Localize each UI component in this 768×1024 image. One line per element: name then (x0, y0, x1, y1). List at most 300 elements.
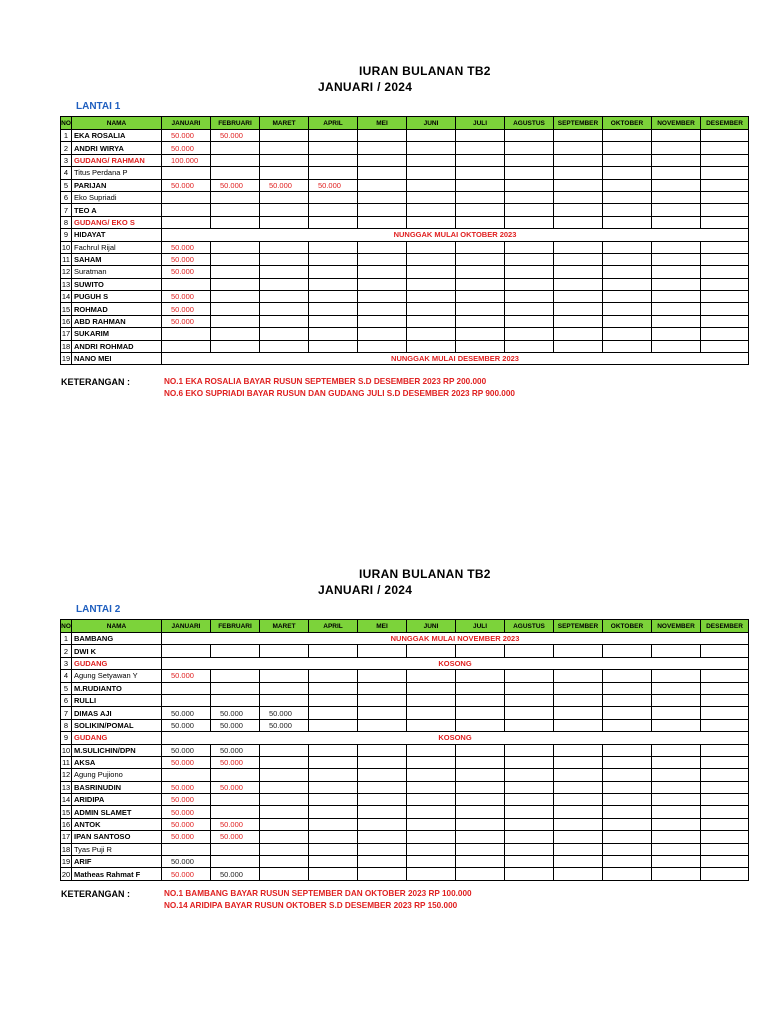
payment-cell (456, 694, 505, 706)
payment-cell (505, 682, 554, 694)
payment-cell (554, 142, 603, 154)
payment-cell (603, 856, 652, 868)
payment-cell (701, 645, 749, 657)
payment-cell (554, 266, 603, 278)
row-number: 15 (61, 304, 71, 314)
column-header: SEPTEMBER (554, 620, 603, 633)
row-number: 13 (61, 782, 71, 792)
payment-cell: 50.000 (162, 794, 211, 806)
payment-cell (554, 278, 603, 290)
payment-cell (407, 843, 456, 855)
payment-cell (211, 291, 260, 303)
payment-cell (505, 781, 554, 793)
resident-name: RULLI (72, 694, 162, 706)
table-row (61, 216, 749, 228)
payment-cell (652, 241, 701, 253)
payment-cell (456, 266, 505, 278)
payment-cell: 50.000 (162, 179, 211, 191)
payment-cell (652, 694, 701, 706)
payment-cell (701, 707, 749, 719)
column-header: AGUSTUS (505, 620, 554, 633)
payment-cell (701, 278, 749, 290)
document-title: IURAN BULANAN TB2 (359, 64, 491, 78)
column-header: JANUARI (162, 117, 211, 130)
payment-cell (554, 204, 603, 216)
payment-cell (456, 818, 505, 830)
payment-cell (603, 278, 652, 290)
payment-cell (603, 130, 652, 142)
table-row (61, 732, 749, 744)
payment-cell (456, 856, 505, 868)
payment-cell (554, 130, 603, 142)
resident-name: GUDANG/ EKO S (72, 216, 162, 228)
payment-cell (260, 843, 309, 855)
row-number: 19 (61, 354, 71, 364)
table-row (61, 191, 749, 203)
payment-cell (162, 682, 211, 694)
payment-cell: 50.000 (162, 253, 211, 265)
payment-cell (358, 856, 407, 868)
document-subtitle: JANUARI / 2024 (318, 80, 413, 94)
payment-cell (505, 241, 554, 253)
payment-cell: 50.000 (162, 266, 211, 278)
row-number: 16 (61, 317, 71, 327)
row-note: NUNGGAK MULAI DESEMBER 2023 (162, 353, 749, 365)
payment-cell (603, 719, 652, 731)
payment-cell (652, 204, 701, 216)
payment-cell (358, 291, 407, 303)
payment-cell (701, 328, 749, 340)
payment-cell (309, 253, 358, 265)
payment-cell (407, 179, 456, 191)
payment-cell (309, 142, 358, 154)
payment-cell (358, 191, 407, 203)
payment-cell (456, 179, 505, 191)
payment-cell (554, 253, 603, 265)
payment-cell (456, 167, 505, 179)
column-header: APRIL (309, 620, 358, 633)
table-row (61, 806, 749, 818)
payment-cell (652, 781, 701, 793)
payment-cell (309, 781, 358, 793)
resident-name: BASRINUDIN (72, 781, 162, 793)
payment-cell (407, 806, 456, 818)
payment-cell (358, 818, 407, 830)
table-row (61, 707, 749, 719)
payment-cell (260, 781, 309, 793)
payment-cell: 50.000 (162, 856, 211, 868)
row-note: NUNGGAK MULAI OKTOBER 2023 (162, 229, 749, 241)
payment-cell: 50.000 (162, 868, 211, 880)
payment-cell (701, 191, 749, 203)
payment-cell (505, 315, 554, 327)
payment-cell (603, 769, 652, 781)
resident-name: ROHMAD (72, 303, 162, 315)
keterangan-line: NO.1 EKA ROSALIA BAYAR RUSUN SEPTEMBER S.D DESEMBER 2023 RP 200.000 (164, 377, 487, 386)
column-header: JUNI (407, 117, 456, 130)
payment-cell (309, 204, 358, 216)
payment-cell (358, 868, 407, 880)
dues-table (60, 116, 749, 365)
resident-name: GUDANG (72, 657, 162, 669)
row-number: 11 (62, 758, 70, 768)
payment-cell (456, 303, 505, 315)
row-note: NUNGGAK MULAI NOVEMBER 2023 (162, 633, 749, 645)
payment-cell (456, 843, 505, 855)
payment-cell (505, 191, 554, 203)
row-number: 14 (61, 292, 71, 302)
payment-cell (652, 806, 701, 818)
resident-name: M.RUDIANTO (72, 682, 162, 694)
payment-cell (358, 154, 407, 166)
payment-cell: 50.000 (211, 130, 260, 142)
payment-cell (554, 167, 603, 179)
payment-cell (652, 769, 701, 781)
payment-cell (358, 794, 407, 806)
payment-cell (260, 744, 309, 756)
table-row (61, 818, 749, 830)
payment-cell (505, 719, 554, 731)
payment-cell (309, 719, 358, 731)
payment-cell (309, 831, 358, 843)
payment-cell (358, 707, 407, 719)
floor-label: LANTAI 2 (76, 604, 121, 615)
payment-cell (407, 266, 456, 278)
payment-cell: 50.000 (211, 818, 260, 830)
payment-cell (554, 818, 603, 830)
payment-cell (260, 694, 309, 706)
column-header: SEPTEMBER (554, 117, 603, 130)
payment-cell (358, 216, 407, 228)
payment-cell: 50.000 (162, 818, 211, 830)
payment-cell (505, 670, 554, 682)
row-number: 4 (61, 670, 72, 682)
payment-cell: 50.000 (162, 315, 211, 327)
payment-cell (309, 744, 358, 756)
resident-name: NANO MEI (72, 353, 162, 365)
payment-cell (358, 843, 407, 855)
payment-cell (701, 130, 749, 142)
payment-cell (358, 806, 407, 818)
payment-cell (260, 682, 309, 694)
payment-cell (162, 204, 211, 216)
row-number: 14 (61, 795, 71, 805)
payment-cell (456, 278, 505, 290)
payment-cell (603, 328, 652, 340)
payment-cell (505, 154, 554, 166)
row-number: 9 (61, 229, 72, 241)
payment-cell (701, 167, 749, 179)
payment-cell (162, 167, 211, 179)
payment-cell (309, 130, 358, 142)
payment-cell (407, 781, 456, 793)
resident-name: Suratman (72, 266, 162, 278)
payment-cell (603, 303, 652, 315)
payment-cell (505, 167, 554, 179)
payment-cell: 50.000 (162, 831, 211, 843)
payment-cell (652, 328, 701, 340)
payment-cell (162, 645, 211, 657)
resident-name: DWI K (72, 645, 162, 657)
payment-cell (652, 744, 701, 756)
payment-cell (309, 154, 358, 166)
payment-cell (260, 266, 309, 278)
payment-cell (162, 278, 211, 290)
payment-cell (260, 756, 309, 768)
payment-cell (260, 130, 309, 142)
payment-cell (407, 794, 456, 806)
table-row (61, 340, 749, 352)
payment-cell (603, 831, 652, 843)
payment-cell (211, 191, 260, 203)
payment-cell (554, 843, 603, 855)
payment-cell (505, 216, 554, 228)
resident-name: ANTOK (72, 818, 162, 830)
payment-cell (505, 818, 554, 830)
payment-cell (211, 303, 260, 315)
payment-cell (603, 868, 652, 880)
payment-cell: 50.000 (162, 781, 211, 793)
payment-cell (358, 142, 407, 154)
payment-cell (701, 744, 749, 756)
payment-cell (407, 303, 456, 315)
column-header: MEI (358, 620, 407, 633)
payment-cell (358, 831, 407, 843)
payment-cell (505, 843, 554, 855)
row-number: 8 (61, 216, 72, 228)
payment-cell (456, 831, 505, 843)
payment-cell (260, 216, 309, 228)
payment-cell (652, 278, 701, 290)
payment-cell (309, 266, 358, 278)
payment-cell (309, 856, 358, 868)
table-row (61, 353, 749, 365)
payment-cell (358, 167, 407, 179)
payment-cell (260, 868, 309, 880)
table-row (61, 719, 749, 731)
payment-cell (211, 167, 260, 179)
payment-cell (652, 831, 701, 843)
payment-cell (309, 315, 358, 327)
column-header: DESEMBER (701, 620, 749, 633)
payment-cell (603, 818, 652, 830)
payment-cell (701, 756, 749, 768)
payment-cell: 50.000 (260, 179, 309, 191)
payment-cell (211, 216, 260, 228)
payment-cell (652, 130, 701, 142)
payment-cell (652, 179, 701, 191)
payment-cell (260, 315, 309, 327)
payment-cell (358, 769, 407, 781)
payment-cell (456, 781, 505, 793)
payment-cell (554, 179, 603, 191)
payment-cell (652, 868, 701, 880)
row-number: 18 (61, 844, 71, 854)
resident-name: Tyas Puji R (72, 843, 162, 855)
payment-cell (407, 191, 456, 203)
row-number: 12 (61, 770, 71, 780)
table-row (61, 831, 749, 843)
column-header: JULI (456, 620, 505, 633)
payment-cell (358, 278, 407, 290)
payment-cell (456, 707, 505, 719)
row-note: KOSONG (162, 657, 749, 669)
payment-cell (505, 303, 554, 315)
payment-cell (456, 806, 505, 818)
payment-cell (309, 694, 358, 706)
payment-cell (652, 154, 701, 166)
payment-cell (358, 179, 407, 191)
payment-cell (407, 154, 456, 166)
payment-cell (701, 253, 749, 265)
payment-cell (162, 340, 211, 352)
payment-cell (407, 291, 456, 303)
resident-name: ABD RAHMAN (72, 315, 162, 327)
payment-cell (456, 130, 505, 142)
resident-name: TEO A (72, 204, 162, 216)
column-header: MEI (358, 117, 407, 130)
payment-cell: 50.000 (211, 719, 260, 731)
payment-cell (211, 204, 260, 216)
payment-cell (652, 253, 701, 265)
payment-cell (456, 682, 505, 694)
payment-cell (456, 756, 505, 768)
payment-cell (407, 253, 456, 265)
resident-name: Fachrul Rijal (72, 241, 162, 253)
row-number: 12 (61, 267, 71, 277)
row-number: 6 (61, 191, 72, 203)
table-row (61, 179, 749, 191)
payment-cell (701, 719, 749, 731)
payment-cell (309, 241, 358, 253)
resident-name: Agung Pujiono (72, 769, 162, 781)
resident-name: BAMBANG (72, 633, 162, 645)
row-number: 17 (61, 329, 71, 339)
payment-cell (358, 328, 407, 340)
payment-cell (260, 154, 309, 166)
payment-cell (358, 756, 407, 768)
payment-cell (456, 191, 505, 203)
payment-cell (407, 744, 456, 756)
resident-name: PUGUH S (72, 291, 162, 303)
payment-cell (603, 291, 652, 303)
payment-cell (456, 216, 505, 228)
resident-name: SAHAM (72, 253, 162, 265)
table-row (61, 856, 749, 868)
payment-cell: 50.000 (162, 744, 211, 756)
payment-cell (701, 868, 749, 880)
payment-cell (260, 303, 309, 315)
payment-cell (260, 670, 309, 682)
payment-cell (456, 328, 505, 340)
row-number: 3 (61, 657, 72, 669)
payment-cell (652, 719, 701, 731)
payment-cell (456, 719, 505, 731)
payment-cell (554, 216, 603, 228)
payment-cell (309, 328, 358, 340)
payment-cell (505, 744, 554, 756)
payment-cell (701, 204, 749, 216)
payment-cell (456, 204, 505, 216)
resident-name: Eko Supriadi (72, 191, 162, 203)
payment-cell (603, 266, 652, 278)
payment-cell (701, 781, 749, 793)
payment-cell (505, 645, 554, 657)
payment-cell (260, 769, 309, 781)
payment-cell (407, 645, 456, 657)
payment-cell (554, 340, 603, 352)
payment-cell (603, 682, 652, 694)
payment-cell (554, 694, 603, 706)
row-number: 15 (61, 807, 71, 817)
payment-cell (505, 328, 554, 340)
payment-cell (554, 794, 603, 806)
row-number: 11 (62, 255, 70, 265)
payment-cell (456, 670, 505, 682)
column-header: NAMA (72, 620, 162, 633)
payment-cell (505, 831, 554, 843)
payment-cell (701, 694, 749, 706)
column-header: OKTOBER (603, 620, 652, 633)
resident-name: GUDANG/ RAHMAN (72, 154, 162, 166)
column-header: DESEMBER (701, 117, 749, 130)
payment-cell (407, 769, 456, 781)
payment-cell (554, 154, 603, 166)
row-note: KOSONG (162, 732, 749, 744)
payment-cell (603, 142, 652, 154)
payment-cell (260, 794, 309, 806)
table-row (61, 167, 749, 179)
table-row (61, 694, 749, 706)
resident-name: ARIF (72, 856, 162, 868)
payment-cell: 50.000 (211, 756, 260, 768)
payment-cell (603, 315, 652, 327)
row-number: 16 (61, 820, 71, 830)
payment-cell (554, 303, 603, 315)
payment-cell (260, 191, 309, 203)
payment-cell (652, 670, 701, 682)
column-header: MARET (260, 620, 309, 633)
payment-cell (652, 266, 701, 278)
row-number: 7 (61, 204, 72, 216)
payment-cell (407, 831, 456, 843)
payment-cell (456, 142, 505, 154)
payment-cell (260, 142, 309, 154)
payment-cell (505, 868, 554, 880)
payment-cell (456, 291, 505, 303)
payment-cell (358, 130, 407, 142)
payment-cell (260, 818, 309, 830)
payment-cell (407, 278, 456, 290)
payment-cell (554, 241, 603, 253)
payment-cell (456, 340, 505, 352)
payment-cell (309, 818, 358, 830)
table-row (61, 781, 749, 793)
table-header-row (61, 620, 749, 633)
payment-cell (554, 856, 603, 868)
payment-cell (505, 856, 554, 868)
payment-cell: 50.000 (211, 179, 260, 191)
payment-cell (505, 769, 554, 781)
payment-cell (162, 843, 211, 855)
payment-cell (260, 241, 309, 253)
payment-cell (603, 756, 652, 768)
payment-cell (554, 831, 603, 843)
payment-cell (211, 856, 260, 868)
payment-cell (260, 645, 309, 657)
payment-cell (652, 682, 701, 694)
payment-cell (701, 142, 749, 154)
